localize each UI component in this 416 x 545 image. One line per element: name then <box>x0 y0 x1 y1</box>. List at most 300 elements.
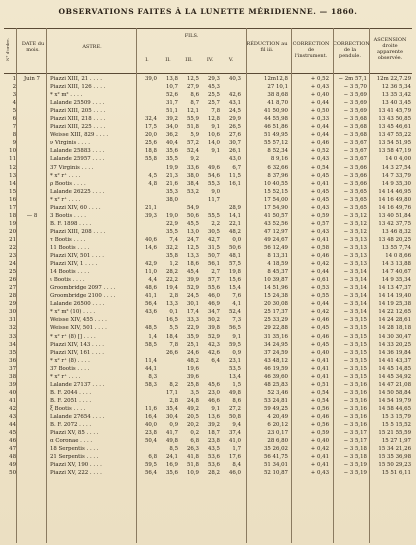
cell-number: 24 <box>9 261 16 268</box>
cell-corr-instrument: + 0,58 <box>310 244 329 251</box>
cell-reduction: 46 39,60 <box>263 373 288 380</box>
cell-ascension: 14 22 12,65 <box>378 309 411 316</box>
cell-fil-4: 42,3 <box>207 341 220 348</box>
header-fil-5: V. <box>228 57 234 63</box>
table-row <box>4 83 412 91</box>
cell-corr-pendule: − 3 5,69 <box>343 100 367 107</box>
cell-fil-3: 0,2 <box>190 430 199 437</box>
table-row <box>4 196 412 204</box>
cell-fil-3: 50,6 <box>186 212 199 219</box>
cell-corr-instrument: + 0,52 <box>310 148 329 155</box>
cell-ascension: 15 27 1,97 <box>381 438 411 445</box>
cell-fil-3: 22,9 <box>186 325 199 332</box>
cell-star: * x² m² (10) . . . . <box>50 309 96 316</box>
cell-fil-5: 0,9 <box>232 349 241 356</box>
cell-star: Groombridge 2100 . . . . <box>50 293 116 300</box>
cell-fil-2: 17,1 <box>165 389 178 396</box>
cell-corr-pendule: − 3 5,14 <box>343 277 367 284</box>
cell-number: 25 <box>9 269 16 276</box>
cell-fil-3: 33,3 <box>186 317 199 324</box>
cell-fil-1: 41,1 <box>144 293 157 300</box>
cell-number: 38 <box>9 373 16 380</box>
table-row <box>4 276 412 284</box>
table-row <box>4 99 412 107</box>
cell-fil-3: 30,1 <box>186 301 199 308</box>
cell-fil-1: 4,5 <box>148 172 157 179</box>
cell-fil-3: 25,1 <box>186 341 199 348</box>
observation-table-body <box>4 75 412 477</box>
cell-fil-2: 18,4 <box>165 333 178 340</box>
cell-ascension: 14 19 25,38 <box>378 301 411 308</box>
cell-reduction: 46 51,86 <box>263 124 288 131</box>
cell-reduction: 47 12,97 <box>263 228 288 235</box>
cell-number: 48 <box>9 454 16 461</box>
cell-fil-2: 51,1 <box>165 108 178 115</box>
cell-corr-instrument: + 0,54 <box>310 397 329 404</box>
cell-reduction: 52 10,87 <box>263 470 288 477</box>
cell-number: 42 <box>9 405 16 412</box>
cell-fil-4: 23,8 <box>207 438 220 445</box>
cell-fil-5: 4,1 <box>232 301 241 308</box>
cell-corr-instrument: + 0,45 <box>310 188 329 195</box>
cell-corr-pendule: − 3 5,19 <box>343 470 367 477</box>
cell-fil-2: 41,7 <box>165 430 178 437</box>
cell-star: Piazzi XIII, 21 . . . . <box>50 76 102 82</box>
cell-ascension: 13 43 50,85 <box>378 116 411 123</box>
cell-corr-pendule: − 3 5,13 <box>343 253 367 260</box>
cell-fil-5: 42,6 <box>228 92 241 99</box>
cell-fil-4: 12,8 <box>207 116 220 123</box>
cell-reduction: 29 22,88 <box>263 325 288 332</box>
cell-number: 11 <box>9 156 16 163</box>
cell-fil-5: 7,3 <box>232 317 241 324</box>
cell-fil-2: 34,0 <box>165 124 178 131</box>
cell-fil-2: 35,4 <box>165 405 178 412</box>
cell-fil-3: 12,1 <box>186 108 199 115</box>
cell-corr-instrument: + 0,43 <box>310 156 329 163</box>
cell-reduction: 6 20,12 <box>267 422 288 429</box>
cell-ascension: 14 45 34,92 <box>378 373 411 380</box>
cell-fil-2: 16,5 <box>165 317 178 324</box>
cell-corr-pendule: − 3 5,67 <box>343 140 367 147</box>
cell-fil-4: 34,7 <box>207 309 220 316</box>
table-row <box>4 180 412 188</box>
table-row <box>4 421 412 429</box>
cell-fil-2: 35,5 <box>165 156 178 163</box>
cell-fil-5: 46,0 <box>228 470 241 477</box>
cell-fil-3: 33,6 <box>186 164 199 171</box>
cell-corr-pendule: − 3 5,16 <box>343 397 367 404</box>
cell-fil-5: 52,4 <box>228 309 241 316</box>
cell-reduction: 8 13,31 <box>267 253 288 260</box>
cell-reduction: 15 52,15 <box>263 188 288 195</box>
cell-ascension: 14 7 40,67 <box>381 269 411 276</box>
cell-corr-instrument: + 0,45 <box>310 172 329 179</box>
cell-star: Piazzi XIII, 218 . . . . <box>50 116 106 123</box>
cell-corr-pendule: − 3 5,16 <box>343 422 367 429</box>
cell-corr-instrument: + 0,61 <box>310 277 329 284</box>
cell-number: 29 <box>9 301 16 308</box>
cell-fil-5: 13,4 <box>228 373 241 380</box>
cell-ascension: 14 24 28,61 <box>378 317 411 324</box>
header-corr-pendule: CORRECTION de la pendule. <box>333 41 370 59</box>
table-row <box>4 147 412 155</box>
cell-fil-2: 30,4 <box>165 413 178 420</box>
cell-ascension: 14 54 19,79 <box>378 397 411 404</box>
cell-star: Piazzi XIV, 161 . . . . <box>50 349 105 356</box>
cell-fil-5: 16,1 <box>228 180 241 187</box>
cell-fil-2: 2,8 <box>169 397 178 404</box>
cell-corr-pendule: − 3 5,65 <box>343 204 367 211</box>
cell-fil-5: 7,6 <box>232 293 241 300</box>
cell-star: τ Bootis . . . . <box>50 236 86 243</box>
cell-fil-2: 21,6 <box>165 180 178 187</box>
cell-number: 4 <box>12 100 16 107</box>
cell-corr-pendule: − 3 5,15 <box>343 373 367 380</box>
cell-fil-5: 57,5 <box>228 261 241 268</box>
cell-fil-4: 29,3 <box>207 76 220 82</box>
cell-fil-4: 14,0 <box>207 140 220 147</box>
cell-number: 5 <box>12 108 16 115</box>
table-row <box>4 445 412 453</box>
cell-corr-pendule: − 3 5,66 <box>343 164 367 171</box>
table-row <box>4 453 412 461</box>
cell-ascension: 14 3 13,88 <box>381 261 411 268</box>
cell-reduction: 20 30,08 <box>263 301 288 308</box>
cell-number: 49 <box>9 462 16 469</box>
cell-fil-2: 32,2 <box>165 244 178 251</box>
cell-fil-2: 19,9 <box>165 164 178 171</box>
cell-corr-instrument: + 0,53 <box>310 285 329 292</box>
cell-star: 21 Serpentis . . . . <box>50 454 99 461</box>
cell-corr-instrument: + 0,55 <box>310 293 329 300</box>
cell-reduction: 6 32,66 <box>267 164 288 171</box>
cell-ascension: 13 47 55,22 <box>378 132 411 139</box>
cell-fil-3: 26,3 <box>186 446 199 453</box>
cell-fil-4: 49,6 <box>207 164 220 171</box>
cell-number: 20 <box>9 228 16 235</box>
cell-corr-instrument: + 0,41 <box>310 236 329 243</box>
cell-corr-pendule: − 3 5,65 <box>343 188 367 195</box>
cell-star: Lalande 26500 . . . . <box>50 301 105 308</box>
cell-fil-1: 25,6 <box>144 140 157 147</box>
cell-fil-2: 21,3 <box>165 172 178 179</box>
cell-fil-1: 39,0 <box>144 76 157 82</box>
cell-star: Lalande 27137 . . . . <box>50 381 105 388</box>
cell-number: 9 <box>12 140 16 147</box>
cell-fil-4: 2,7 <box>211 269 220 276</box>
cell-ascension: 12m 22,7.29 <box>376 76 411 82</box>
cell-number: 41 <box>9 397 16 404</box>
cell-corr-pendule: − 3 5,15 <box>343 365 367 372</box>
cell-reduction: 12m12,8 <box>264 76 288 82</box>
cell-ascension: 14 33 20,25 <box>378 341 411 348</box>
cell-fil-1: 39,3 <box>144 212 157 219</box>
cell-star: Piazzi XIV, 1 . . . . <box>50 261 98 268</box>
table-row <box>4 75 412 83</box>
cell-fil-5: 11,5 <box>228 172 241 179</box>
cell-corr-instrument: + 0,46 <box>310 140 329 147</box>
cell-star: Groombridge 2097 . . . . <box>50 285 116 292</box>
cell-fil-5: 1,5 <box>232 381 241 388</box>
cell-fil-5: 27,2 <box>228 405 241 412</box>
cell-reduction: 17 54,90 <box>263 204 288 211</box>
cell-fil-2: 22,9 <box>165 220 178 227</box>
table-row <box>4 405 412 413</box>
table-row <box>4 284 412 292</box>
cell-fil-1: 14,6 <box>144 244 157 251</box>
cell-star: Piazzi XV, 222 . . . . <box>50 470 102 477</box>
cell-fil-2: 38,0 <box>165 196 178 203</box>
cell-fil-2: 28,2 <box>165 269 178 276</box>
cell-star: ξ Bootis . . . . <box>50 405 86 412</box>
cell-fil-4: 18,7 <box>207 430 220 437</box>
cell-star: Piazzi XIV, 501 . . . . <box>50 253 105 260</box>
cell-star: * x² r⁺ (8) . . . . <box>50 357 90 364</box>
cell-reduction: 53 24,81 <box>263 397 288 404</box>
cell-fil-3: 5,9 <box>190 132 199 139</box>
cell-fil-3: 39,6 <box>186 373 199 380</box>
cell-date: — 8 <box>26 212 38 219</box>
cell-fil-5: 15,4 <box>228 285 241 292</box>
cell-fil-3: 24,7 <box>186 236 199 243</box>
cell-ascension: 14 36 19,84 <box>378 349 411 356</box>
cell-corr-pendule: − 3 5,14 <box>343 285 367 292</box>
header-ascension: ASCENSION droite apparente observée. <box>373 37 407 61</box>
cell-fil-4: 55,6 <box>207 285 220 292</box>
cell-corr-instrument: + 0,41 <box>310 180 329 187</box>
cell-fil-2: 35,3 <box>165 188 178 195</box>
cell-number: 44 <box>9 422 16 429</box>
table-row <box>4 204 412 212</box>
cell-fil-5: 29,9 <box>228 116 241 123</box>
cell-fil-2: 35,5 <box>165 228 178 235</box>
cell-fil-2: 52,6 <box>165 92 178 99</box>
table-row <box>4 212 412 220</box>
cell-fil-3: 38,4 <box>186 180 199 187</box>
cell-reduction: 8 37,96 <box>267 172 288 179</box>
cell-number: 36 <box>9 357 16 364</box>
cell-fil-5: 30,7 <box>228 140 241 147</box>
cell-corr-instrument: + 0,46 <box>310 413 329 420</box>
table-row <box>4 308 412 316</box>
cell-fil-5: 17,6 <box>228 454 241 461</box>
cell-star: Weisse XIV, 455 . . . . <box>50 317 107 324</box>
cell-fil-4: 6,4 <box>211 357 220 364</box>
cell-number: 46 <box>9 438 16 445</box>
cell-fil-4: 2,2 <box>211 220 220 227</box>
cell-number: 1 <box>12 76 16 82</box>
cell-star: * x² r⁺ . . . . <box>50 373 81 380</box>
cell-corr-pendule: − 3 5,18 <box>343 446 367 453</box>
cell-ascension: 13 42 37,75 <box>378 220 411 227</box>
cell-ascension: 14 47 21,08 <box>378 381 411 388</box>
cell-star: B. F. 1898 . . . . <box>50 220 92 227</box>
cell-ascension: 15 21 55,59 <box>378 430 411 437</box>
cell-reduction: 28 6,80 <box>267 438 288 445</box>
cell-corr-pendule: − 3 5,67 <box>343 148 367 155</box>
header-fil-1: I. <box>145 57 149 63</box>
table-row <box>4 123 412 131</box>
table-row <box>4 139 412 147</box>
cell-number: 13 <box>9 172 16 179</box>
cell-number: 17 <box>9 204 16 211</box>
cell-corr-pendule: − 3 5,16 <box>343 413 367 420</box>
cell-ascension: 13 46 8,32 <box>381 228 411 235</box>
cell-fil-5: 40,3 <box>228 76 241 82</box>
cell-fil-2: 19,4 <box>165 285 178 292</box>
cell-ascension: 15 34 21,26 <box>378 446 411 453</box>
cell-fil-4: 55,3 <box>207 180 220 187</box>
cell-reduction: 23 0,17 <box>267 430 288 437</box>
cell-fil-4: 42,6 <box>207 349 220 356</box>
cell-number: 40 <box>9 389 16 396</box>
cell-corr-instrument: + 0,57 <box>310 220 329 227</box>
header-fils: FILS. <box>184 33 199 39</box>
cell-corr-pendule: − 3 5,14 <box>343 293 367 300</box>
cell-corr-pendule: − 3 5,15 <box>343 333 367 340</box>
cell-corr-instrument: + 0,52 <box>310 76 329 82</box>
table-row <box>4 115 412 123</box>
cell-ascension: 14 13 47,37 <box>378 285 411 292</box>
cell-fil-1: 11,6 <box>144 405 157 412</box>
cell-fil-1: 6,8 <box>148 454 157 461</box>
cell-number: 15 <box>9 188 16 195</box>
cell-corr-pendule: − 3 5,70 <box>343 84 367 91</box>
cell-fil-1: 1,4 <box>148 333 157 340</box>
cell-ascension: 15 5 15,52 <box>381 422 411 429</box>
cell-number: 34 <box>9 341 16 348</box>
cell-fil-1: 44,1 <box>144 365 157 372</box>
cell-fil-3: 52,4 <box>186 148 199 155</box>
cell-star: Weisse XIV, 501 . . . . <box>50 325 107 332</box>
header-num: N° d'ordre. <box>5 38 10 62</box>
cell-fil-4: 45,6 <box>207 381 220 388</box>
cell-ascension: 13 48 20,25 <box>378 236 411 243</box>
cell-reduction: 56 41,75 <box>263 454 288 461</box>
header-reduction: RÉDUCTION au fil iii. <box>246 41 288 53</box>
cell-corr-instrument: + 0,44 <box>310 132 329 139</box>
cell-fil-1: 56,4 <box>144 470 157 477</box>
cell-fil-4: 9,1 <box>211 148 220 155</box>
cell-star: 37 Virginis . . . . <box>50 164 94 171</box>
cell-star: Piazzi XIII, 205 . . . . <box>50 108 106 115</box>
cell-fil-2: 36,2 <box>165 132 178 139</box>
cell-fil-3: 51,8 <box>186 124 199 131</box>
table-row <box>4 107 412 115</box>
table-row <box>4 244 412 252</box>
cell-corr-pendule: − 3 5,12 <box>343 220 367 227</box>
cell-reduction: 56 12,49 <box>263 244 288 251</box>
table-row <box>4 389 412 397</box>
header-fil-3: III. <box>185 57 193 63</box>
cell-fil-3: 35,9 <box>186 333 199 340</box>
cell-corr-pendule: − 3 5,14 <box>343 309 367 316</box>
cell-corr-instrument: + 0,42 <box>310 446 329 453</box>
cell-ascension: 13 45 46,61 <box>378 124 411 131</box>
cell-reduction: 37 24,59 <box>263 349 288 356</box>
cell-fil-3: 25,8 <box>186 381 199 388</box>
cell-number: 19 <box>9 220 16 227</box>
cell-corr-instrument: + 0,46 <box>310 253 329 260</box>
cell-ascension: 13 58 47,19 <box>378 148 411 155</box>
cell-star: Piazzi XIII, 208 . . . . <box>50 228 106 235</box>
cell-corr-pendule: − 3 5,14 <box>343 269 367 276</box>
cell-reduction: 25 33,29 <box>263 317 288 324</box>
cell-ascension: 14 14 46,95 <box>378 188 411 195</box>
cell-star: Lalande 26225 . . . . <box>50 188 105 195</box>
cell-reduction: 4 20,49 <box>267 413 288 420</box>
cell-fil-1: 48,5 <box>144 325 157 332</box>
cell-fil-1: 58,3 <box>144 381 157 388</box>
cell-corr-pendule: − 3 5,15 <box>343 349 367 356</box>
cell-fil-4: 9,0 <box>211 188 220 195</box>
cell-corr-pendule: − 3 5,66 <box>343 180 367 187</box>
cell-ascension: 14 16 49,76 <box>378 204 411 211</box>
table-row <box>4 324 412 332</box>
cell-fil-2: 10,7 <box>165 84 178 91</box>
cell-corr-pendule: − 3 5,13 <box>343 244 367 251</box>
cell-corr-instrument: + 0,43 <box>310 228 329 235</box>
cell-reduction: 46 19,59 <box>263 365 288 372</box>
cell-corr-pendule: − 3 5,18 <box>343 454 367 461</box>
table-row <box>4 236 412 244</box>
cell-fil-5: 24,5 <box>228 108 241 115</box>
cell-fil-3: 18,6 <box>186 261 199 268</box>
cell-star: ι Bootis . . . . <box>50 277 85 284</box>
table-row <box>4 268 412 276</box>
table-row <box>4 164 412 172</box>
cell-fil-5: 22,1 <box>228 220 241 227</box>
cell-ascension: 13 40 51,84 <box>378 212 411 219</box>
cell-fil-4: 31,5 <box>207 244 220 251</box>
cell-fil-1: 11,0 <box>144 269 157 276</box>
cell-fil-5: 41,0 <box>228 438 241 445</box>
cell-fil-1: 21,1 <box>144 204 157 211</box>
cell-corr-instrument: + 0,42 <box>310 261 329 268</box>
cell-fil-4: 9,1 <box>211 405 220 412</box>
cell-fil-5: 8,4 <box>232 462 241 469</box>
cell-star: Weisse XIII, 829 . . . . <box>50 132 109 139</box>
cell-reduction: 49 24,67 <box>263 236 288 243</box>
cell-corr-instrument: + 0,41 <box>310 357 329 364</box>
cell-number: 28 <box>9 293 16 300</box>
cell-star: 3 Bootis . . . . <box>50 212 86 219</box>
cell-fil-1: 59,5 <box>144 462 157 469</box>
cell-fil-3: 52,9 <box>186 285 199 292</box>
cell-fil-1: 17,5 <box>144 124 157 131</box>
cell-fil-4: 7,8 <box>211 108 220 115</box>
cell-fil-2: 7,4 <box>169 236 178 243</box>
cell-ascension: 14 16 49,80 <box>378 196 411 203</box>
table-row <box>4 252 412 260</box>
cell-fil-4: 56,1 <box>207 261 220 268</box>
cell-fil-5: 15,6 <box>228 277 241 284</box>
cell-reduction: 14 51,96 <box>263 285 288 292</box>
cell-corr-instrument: + 0,44 <box>310 269 329 276</box>
cell-corr-pendule: − 3 5,14 <box>343 301 367 308</box>
cell-fil-1: 43,6 <box>144 309 157 316</box>
cell-corr-pendule: − 3 5,68 <box>343 124 367 131</box>
cell-number: 33 <box>9 333 16 340</box>
cell-corr-instrument: + 0,54 <box>310 164 329 171</box>
cell-fil-4: 39,2 <box>207 422 220 429</box>
cell-number: 32 <box>9 325 16 332</box>
cell-number: 50 <box>9 470 16 477</box>
cell-number: 16 <box>9 196 16 203</box>
cell-reduction: 51 49,95 <box>263 132 288 139</box>
cell-fil-5: 49,8 <box>228 389 241 396</box>
